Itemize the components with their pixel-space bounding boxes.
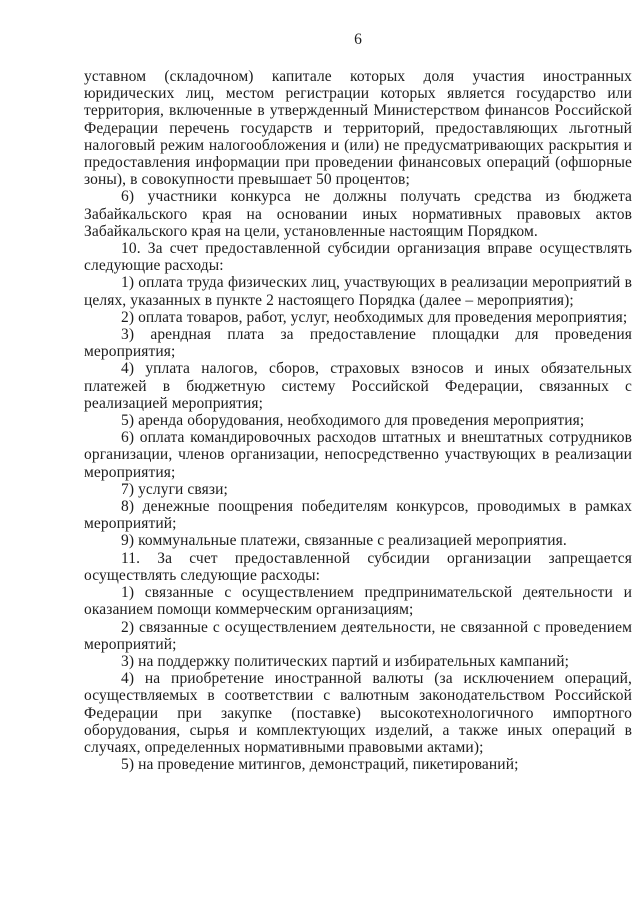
paragraph: 5) на проведение митингов, демонстраций, пикетирований; <box>121 756 519 774</box>
paragraph: 5) аренда оборудования, необходимого для проведения мероприятия; <box>121 412 585 430</box>
paragraph: 2) оплата товаров, работ, услуг, необходимых для проведения мероприятия; <box>121 308 628 326</box>
paragraph: 10. За счет предоставленной субсидии организация вправе осуществлять следующие расходы: <box>84 240 632 275</box>
paragraph: 8) денежные поощрения победителям конкурсов, проводимых в рамках мероприятий; <box>84 498 632 533</box>
paragraph: 2) связанные с осуществлением деятельности, не связанной с проведением мероприятий; <box>84 618 632 653</box>
paragraph: 3) на поддержку политических партий и избирательных кампаний; <box>121 652 570 670</box>
paragraph: 4) на приобретение иностранной валюты (за исключением операций, осуществляемых в соответствии с валютным законодательством Российской Федерации при закупке (поставке) высокотехнологичного импортного оборудования, сырья и комплектующих изделий, а также иных операций в случаях, определенных нормативными правовыми актами); <box>84 670 632 756</box>
paragraph: 9) коммунальные платежи, связанные с реализацией мероприятия. <box>121 532 567 550</box>
paragraph: 1) связанные с осуществлением предпринимательской деятельности и оказанием помощи коммерческим организациям; <box>84 584 632 619</box>
paragraph: 1) оплата труда физических лиц, участвующих в реализации мероприятий в целях, указанных в пункте 2 настоящего Порядка (далее – мероприятия); <box>84 274 632 309</box>
paragraph: 11. За счет предоставленной субсидии организации запрещается осуществлять следующие расходы: <box>84 549 632 584</box>
paragraph: 7) услуги связи; <box>121 480 228 498</box>
document-body <box>84 68 632 773</box>
paragraph: уставном (складочном) капитале которых доля участия иностранных юридических лиц, местом регистрации которых является государство или территория, включенные в утвержденный Министерством финансов Российской Федерации перечень государств и территорий, предоставляющих льготный налоговый режим налогообложения и (или) не предусматривающих раскрытия и предоставления информации при проведении финансовых операций (офшорные зоны), в совокупности превышает 50 процентов; <box>84 68 632 189</box>
paragraph: 4) уплата налогов, сборов, страховых взносов и иных обязательных платежей в бюджетную систему Российской Федерации, связанных с реализацией мероприятия; <box>84 360 632 412</box>
paragraph: 6) участники конкурса не должны получать средства из бюджета Забайкальского края на основании иных нормативных правовых актов Забайкальского края на цели, установленные настоящим Порядком. <box>84 188 632 240</box>
paragraph: 6) оплата командировочных расходов штатных и внештатных сотрудников организации, членов организации, непосредственно участвующих в реализации мероприятия; <box>84 429 632 481</box>
page-number: 6 <box>354 31 362 48</box>
paragraph: 3) арендная плата за предоставление площадки для проведения мероприятия; <box>84 326 632 361</box>
